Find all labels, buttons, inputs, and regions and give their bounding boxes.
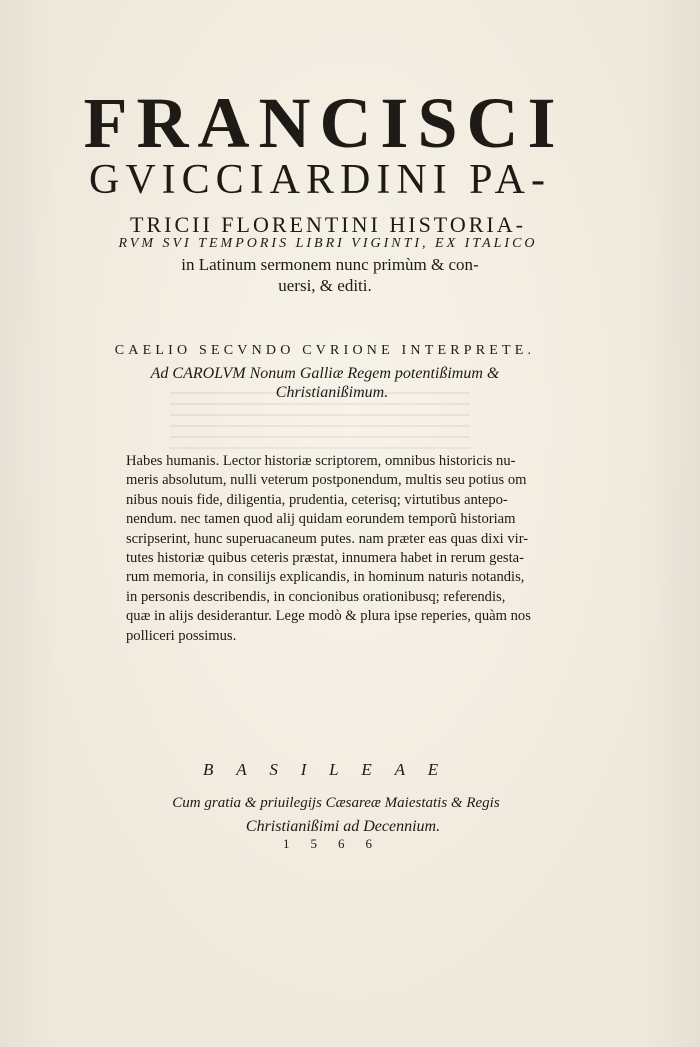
dedication-line-1: Ad CAROLVM Nonum Galliæ Regem potentißimum &	[150, 365, 500, 382]
privilege-line-2: Christianißimi ad Decennium.	[245, 818, 441, 835]
preface-line: in personis describendis, in concionibus orationibusq; referendis,	[126, 588, 506, 605]
preface-line: rum memoria, in consilijs explicandis, in hominum naturis notandis,	[126, 569, 525, 586]
show-through-text	[170, 392, 470, 452]
dedication-line-2: Christianißimum.	[275, 384, 389, 401]
title-line-6: uersi, & editi.	[278, 276, 372, 295]
preface-line: nendum. nec tamen quod alij quidam eorundem temporũ historiam	[126, 511, 516, 528]
preface-line: Habes humanis. Lector historiæ scriptorem, omnibus historicis nu-	[126, 453, 516, 469]
title-line-5: in Latinum sermonem nunc primùm & con-	[181, 255, 479, 274]
preface-line: polliceri possimus.	[126, 627, 237, 644]
author-name-line-2: GVICCIARDINI PA-	[89, 157, 551, 203]
preface-line: tutes historiæ quibus ceteris præstat, innumera habet in rerum gesta-	[126, 550, 524, 567]
preface-line: quæ in alijs desiderantur. Lege modò & plura ipse reperies, quàm nos	[126, 608, 531, 625]
imprint-place: BASILEAE	[203, 760, 461, 779]
preface-line: scripserint, hunc superuacaneum putes. nam præter eas quas dixi vir-	[126, 530, 529, 547]
preface-line: meris absolutum, nulli veterum postponendum, multis seu potius om	[126, 472, 527, 489]
interpreter-line: CAELIO SECVNDO CVRIONE INTERPRETE.	[114, 343, 536, 358]
title-line-3: TRICII FLORENTINI HISTORIA-	[130, 212, 526, 237]
preface-paragraph	[126, 452, 536, 646]
preface-line: nibus nouis fide, diligentia, prudentia, ceterisq; virtutibus antepo-	[126, 491, 508, 508]
title-line-4: RVM SVI TEMPORIS LIBRI VIGINTI, EX ITALICO	[118, 236, 538, 251]
author-name-line-1: FRANCISCI	[83, 83, 565, 163]
imprint-year: 1566	[283, 836, 393, 851]
privilege-line-1: Cum gratia & priuilegijs Cæsareæ Maiestatis & Regis	[172, 795, 500, 811]
